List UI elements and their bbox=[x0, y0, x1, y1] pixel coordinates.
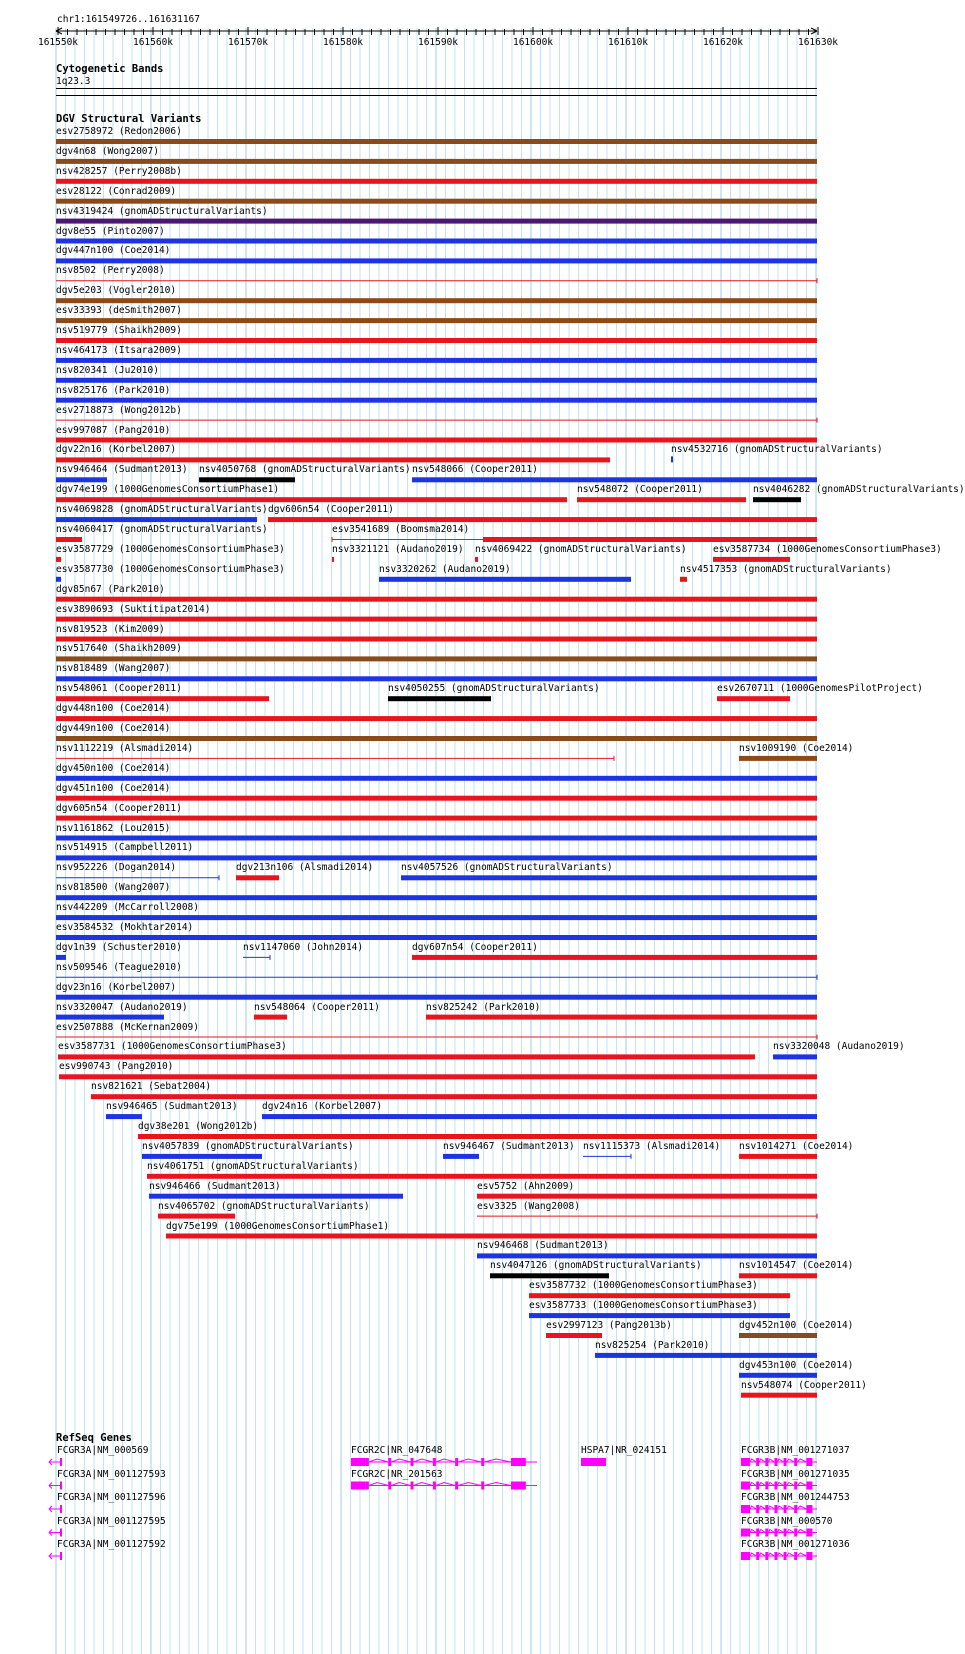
variant-label[interactable]: nsv548061 (Cooper2011) bbox=[56, 683, 182, 695]
variant-label[interactable]: esv3587732 (1000GenomesConsortiumPhase3) bbox=[529, 1280, 758, 1292]
variant-label[interactable]: esv3584532 (Mokhtar2014) bbox=[56, 922, 194, 933]
variant-label[interactable]: nsv1014547 (Coe2014) bbox=[739, 1260, 854, 1272]
variant-label[interactable]: dgv451n100 (Coe2014) bbox=[56, 782, 171, 794]
gene-feature[interactable] bbox=[49, 1458, 62, 1466]
variant-label[interactable]: esv990743 (Pang2010) bbox=[59, 1061, 174, 1073]
variant-label[interactable]: dgv22n16 (Korbel2007) bbox=[56, 444, 177, 456]
variant-label[interactable]: nsv548066 (Cooper2011) bbox=[412, 464, 538, 476]
gene-feature[interactable] bbox=[49, 1505, 62, 1513]
gene-feature[interactable] bbox=[741, 1552, 817, 1560]
variant-label[interactable]: dgv85n67 (Park2010) bbox=[56, 583, 165, 595]
variant-label[interactable]: nsv825176 (Park2010) bbox=[56, 384, 171, 396]
gene-label[interactable]: HSPA7|NR_024151 bbox=[581, 1445, 667, 1456]
variant-label[interactable]: esv997087 (Pang2010) bbox=[56, 424, 171, 436]
variant-label[interactable]: nsv4532716 (gnomADStructuralVariants) bbox=[671, 444, 883, 456]
variant-label[interactable]: nsv4319424 (gnomADStructuralVariants) bbox=[56, 205, 268, 217]
variant-label[interactable]: nsv4065702 (gnomADStructuralVariants) bbox=[158, 1200, 370, 1212]
variant-label[interactable]: esv2718873 (Wong2012b) bbox=[56, 404, 182, 416]
variant-label[interactable]: nsv4047126 (gnomADStructuralVariants) bbox=[490, 1260, 702, 1272]
variant-label[interactable]: esv3587733 (1000GenomesConsortiumPhase3) bbox=[529, 1300, 758, 1312]
variant-label[interactable]: nsv517640 (Shaikh2009) bbox=[56, 643, 182, 655]
gene-feature[interactable] bbox=[351, 1458, 537, 1466]
gene-label[interactable]: FCGR3B|NM_001271036 bbox=[741, 1539, 850, 1550]
variant-label[interactable]: nsv1009190 (Coe2014) bbox=[739, 742, 854, 754]
gene-label[interactable]: FCGR3B|NM_001244753 bbox=[741, 1492, 850, 1503]
variant-label[interactable]: nsv820341 (Ju2010) bbox=[56, 364, 159, 376]
variant-label[interactable]: nsv509546 (Teague2010) bbox=[56, 961, 182, 973]
variant-label[interactable]: esv3587731 (1000GenomesConsortiumPhase3) bbox=[58, 1041, 287, 1053]
variant-label[interactable]: nsv825254 (Park2010) bbox=[595, 1339, 710, 1351]
variant-label[interactable]: dgv1n39 (Schuster2010) bbox=[56, 941, 182, 953]
variant-label[interactable]: dgv8e55 (Pinto2007) bbox=[56, 225, 165, 237]
variant-label[interactable]: dgv24n16 (Korbel2007) bbox=[262, 1101, 383, 1113]
gene-feature[interactable] bbox=[49, 1482, 62, 1490]
ruler-tick-label: 161570k bbox=[227, 37, 269, 48]
variant-label[interactable]: nsv4057526 (gnomADStructuralVariants) bbox=[401, 862, 613, 874]
variant-label[interactable]: nsv819523 (Kim2009) bbox=[56, 623, 165, 635]
gene-label[interactable]: FCGR3A|NM_001127596 bbox=[57, 1492, 166, 1503]
variant-label[interactable]: dgv453n100 (Coe2014) bbox=[739, 1359, 854, 1371]
variant-label[interactable]: dgv450n100 (Coe2014) bbox=[56, 762, 171, 774]
refseq-track-title: RefSeq Genes bbox=[56, 1432, 132, 1444]
gene-feature[interactable] bbox=[741, 1505, 817, 1513]
gene-label[interactable]: FCGR3B|NM_001271037 bbox=[741, 1445, 850, 1456]
variant-label[interactable]: nsv4517353 (gnomADStructuralVariants) bbox=[680, 563, 892, 575]
variant-label[interactable]: nsv946464 (Sudmant2013) bbox=[56, 464, 188, 476]
variant-label[interactable]: nsv464173 (Itsara2009) bbox=[56, 344, 182, 356]
variant-label[interactable]: nsv4061751 (gnomADStructuralVariants) bbox=[147, 1160, 359, 1172]
variant-label[interactable]: dgv606n54 (Cooper2011) bbox=[268, 504, 394, 516]
variant-label[interactable]: nsv8502 (Perry2008) bbox=[56, 265, 165, 277]
gene-label[interactable]: FCGR3B|NM_001271035 bbox=[741, 1468, 850, 1480]
variant-label[interactable]: nsv4057839 (gnomADStructuralVariants) bbox=[142, 1140, 354, 1152]
variant-label[interactable]: dgv452n100 (Coe2014) bbox=[739, 1320, 854, 1331]
variant-label[interactable]: dgv213n106 (Alsmadi2014) bbox=[236, 862, 374, 874]
variant-label[interactable]: nsv946468 (Sudmant2013) bbox=[477, 1240, 609, 1252]
variant-label[interactable]: nsv514915 (Campbell2011) bbox=[56, 842, 194, 854]
variant-label[interactable]: nsv818500 (Wang2007) bbox=[56, 882, 171, 894]
gene-label[interactable]: FCGR3B|NM_000570 bbox=[741, 1515, 833, 1527]
cytoband-label: 1q23.3 bbox=[56, 76, 91, 87]
variant-label[interactable]: esv3587729 (1000GenomesConsortiumPhase3) bbox=[56, 543, 285, 555]
variant-label[interactable]: nsv4069828 (gnomADStructuralVariants) bbox=[56, 504, 268, 516]
variant-label[interactable]: esv3890693 (Suktitipat2014) bbox=[56, 603, 211, 615]
variant-label[interactable]: nsv519779 (Shaikh2009) bbox=[56, 325, 182, 336]
ruler-tick-label: 161620k bbox=[702, 37, 744, 48]
variant-label[interactable]: dgv4n68 (Wong2007) bbox=[56, 145, 159, 157]
variant-label[interactable]: nsv821621 (Sebat2004) bbox=[91, 1081, 212, 1093]
variant-label[interactable]: nsv946466 (Sudmant2013) bbox=[149, 1180, 281, 1192]
ruler-tick-label: 161590k bbox=[417, 37, 459, 48]
variant-label[interactable]: nsv3321121 (Audano2019) bbox=[332, 543, 464, 555]
variant-label[interactable]: nsv4069422 (gnomADStructuralVariants) bbox=[475, 543, 687, 555]
variant-label[interactable]: nsv952226 (Dogan2014) bbox=[56, 862, 177, 874]
variant-label[interactable]: nsv442209 (McCarroll2008) bbox=[56, 902, 199, 914]
gene-feature[interactable] bbox=[581, 1458, 606, 1466]
variant-label[interactable]: esv28122 (Conrad2009) bbox=[56, 185, 177, 197]
variant-label[interactable]: esv2758972 (Redon2006) bbox=[56, 126, 182, 137]
variant-label[interactable]: nsv3320047 (Audano2019) bbox=[56, 1001, 188, 1013]
variant-label[interactable]: dgv75e199 (1000GenomesConsortiumPhase1) bbox=[166, 1220, 390, 1232]
ruler-tick-label: 161580k bbox=[322, 37, 364, 48]
variant-label[interactable]: nsv548072 (Cooper2011) bbox=[577, 484, 703, 496]
variant-label[interactable]: nsv1014271 (Coe2014) bbox=[739, 1140, 854, 1152]
cytoband-track-title: Cytogenetic Bands bbox=[56, 63, 164, 75]
ruler-tick-label: 161630k bbox=[797, 37, 839, 48]
ruler-tick-label: 161560k bbox=[132, 37, 174, 48]
variant-label[interactable]: nsv1161862 (Lou2015) bbox=[56, 822, 171, 834]
variant-label[interactable]: dgv5e203 (Vogler2010) bbox=[56, 285, 177, 297]
variant-label[interactable]: nsv428257 (Perry2008b) bbox=[56, 165, 182, 177]
variant-label[interactable]: esv5752 (Ahn2009) bbox=[477, 1180, 575, 1192]
variant-label[interactable]: nsv3320262 (Audano2019) bbox=[379, 563, 511, 575]
variant-label[interactable]: esv2507888 (McKernan2009) bbox=[56, 1021, 199, 1033]
variant-label[interactable]: nsv3320048 (Audano2019) bbox=[773, 1041, 905, 1053]
variant-label[interactable]: esv3587730 (1000GenomesConsortiumPhase3) bbox=[56, 563, 285, 575]
variant-label[interactable]: esv3541689 (Boomsma2014) bbox=[332, 524, 470, 535]
gene-label[interactable]: FCGR2C|NR_201563 bbox=[351, 1468, 443, 1480]
variant-label[interactable]: nsv4046282 (gnomADStructuralVariants) bbox=[753, 484, 965, 496]
gene-feature[interactable] bbox=[49, 1552, 62, 1560]
gene-label[interactable]: FCGR3A|NM_001127593 bbox=[57, 1468, 166, 1480]
dgv-track-title: DGV Structural Variants bbox=[56, 113, 202, 125]
ruler-tick-label: 161600k bbox=[512, 37, 554, 48]
variant-label[interactable]: nsv825242 (Park2010) bbox=[426, 1001, 541, 1013]
variant-label[interactable]: nsv548064 (Cooper2011) bbox=[254, 1001, 380, 1013]
variant-label[interactable]: esv3325 (Wang2008) bbox=[477, 1200, 580, 1212]
variant-label[interactable]: dgv449n100 (Coe2014) bbox=[56, 723, 171, 734]
variant-label[interactable]: esv33393 (deSmith2007) bbox=[56, 305, 182, 317]
variant-label[interactable]: nsv4050255 (gnomADStructuralVariants) bbox=[388, 683, 600, 695]
variant-label[interactable]: nsv1115373 (Alsmadi2014) bbox=[583, 1140, 721, 1152]
variant-label[interactable]: nsv4050768 (gnomADStructuralVariants) bbox=[199, 464, 411, 476]
gene-feature[interactable] bbox=[741, 1458, 817, 1466]
variant-label[interactable]: nsv946467 (Sudmant2013) bbox=[443, 1140, 575, 1152]
variant-label[interactable]: nsv946465 (Sudmant2013) bbox=[106, 1101, 238, 1113]
gene-feature[interactable] bbox=[741, 1529, 817, 1537]
ruler-tick-label: 161610k bbox=[607, 37, 649, 48]
variant-label[interactable]: nsv818489 (Wang2007) bbox=[56, 663, 171, 675]
gene-label[interactable]: FCGR3A|NM_000569 bbox=[57, 1445, 149, 1456]
variant-label[interactable]: dgv447n100 (Coe2014) bbox=[56, 245, 171, 257]
gene-feature[interactable] bbox=[49, 1529, 62, 1537]
variant-label[interactable]: dgv74e199 (1000GenomesConsortiumPhase1) bbox=[56, 484, 280, 496]
variant-label[interactable]: dgv607n54 (Cooper2011) bbox=[412, 941, 538, 953]
variant-label[interactable]: nsv4060417 (gnomADStructuralVariants) bbox=[56, 524, 268, 535]
ruler-tick-label: 161550k bbox=[37, 37, 79, 48]
variant-label[interactable]: dgv448n100 (Coe2014) bbox=[56, 703, 171, 715]
gene-label[interactable]: FCGR3A|NM_001127592 bbox=[57, 1539, 166, 1550]
ruler-position: chr1:161549726..161631167 bbox=[57, 14, 200, 25]
gene-label[interactable]: FCGR2C|NR_047648 bbox=[351, 1445, 443, 1456]
variant-label[interactable]: dgv605n54 (Cooper2011) bbox=[56, 802, 182, 814]
variant-label[interactable]: nsv1112219 (Alsmadi2014) bbox=[56, 742, 194, 754]
gene-feature[interactable] bbox=[351, 1482, 537, 1490]
gene-label[interactable]: FCGR3A|NM_001127595 bbox=[57, 1515, 166, 1527]
variant-label[interactable]: esv3587734 (1000GenomesConsortiumPhase3) bbox=[713, 543, 942, 555]
gene-feature[interactable] bbox=[741, 1482, 817, 1490]
variant-label[interactable]: esv2670711 (1000GenomesPilotProject) bbox=[717, 683, 923, 695]
variant-label[interactable]: nsv1147060 (John2014) bbox=[243, 941, 364, 953]
variant-label[interactable]: dgv38e201 (Wong2012b) bbox=[138, 1121, 259, 1132]
variant-label[interactable]: nsv548074 (Cooper2011) bbox=[741, 1379, 867, 1391]
variant-label[interactable]: dgv23n16 (Korbel2007) bbox=[56, 981, 177, 993]
variant-label[interactable]: esv2997123 (Pang2013b) bbox=[546, 1320, 672, 1331]
